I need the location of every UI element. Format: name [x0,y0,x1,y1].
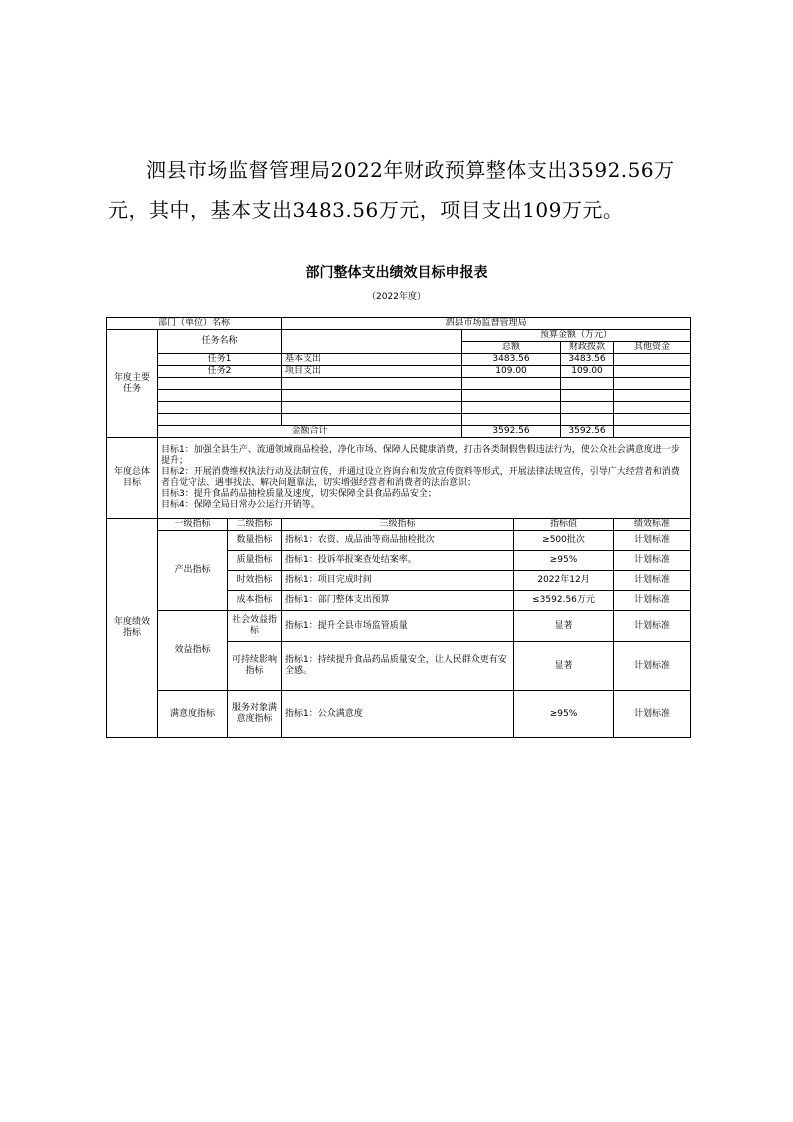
empty-cell [614,414,691,426]
empty-cell [561,414,614,426]
cost-indicator: 成本指标 [228,591,282,611]
sustain-value: 显著 [514,642,614,691]
empty-cell [561,390,614,402]
goals-section-label: 年度总体目标 [107,438,158,519]
empty-cell [158,414,282,426]
timeliness-indicator: 时效指标 [228,571,282,591]
budget-header: 预算金额（万元） [462,330,691,342]
task-row [107,366,691,378]
quality-indicator-standard: 计划标准 [614,551,691,571]
col-total-header: 总额 [462,342,561,354]
task-fiscal: 109.00 [561,366,614,378]
sum-total: 3592.56 [462,426,561,438]
empty-cell [282,378,462,390]
form-title: 部门整体支出绩效目标申报表 [305,265,488,281]
social-benefit-detail: 指标1：提升全县市场监管质量 [282,611,514,642]
empty-cell [282,402,462,414]
form-year: （2022年度） [367,292,426,302]
performance-report-table [106,317,691,738]
sum-row [107,426,691,438]
task-id: 任务2 [158,366,282,378]
quality-indicator-value: ≥95% [514,551,614,571]
task-row-empty [107,402,691,414]
task-row-empty [107,414,691,426]
empty-cell [158,378,282,390]
empty-cell [462,402,561,414]
quantity-indicator-standard: 计划标准 [614,531,691,551]
quality-indicator-detail: 指标1：投诉举报案查处结案率。 [282,551,514,571]
timeliness-indicator-value: 2022年12月 [514,571,614,591]
task-total: 3483.56 [462,354,561,366]
empty-cell [561,402,614,414]
quality-indicator: 质量指标 [228,551,282,571]
perf-header-l1: 一级指标 [158,519,228,531]
service-satisfaction-detail: 指标1：公众满意度 [282,691,514,738]
empty-cell [282,390,462,402]
task-id: 任务1 [158,354,282,366]
empty-cell [462,378,561,390]
timeliness-indicator-detail: 指标1：项目完成时间 [282,571,514,591]
timeliness-indicator-standard: 计划标准 [614,571,691,591]
col-fiscal-header: 财政拨款 [561,342,614,354]
sustain-standard: 计划标准 [614,642,691,691]
sustain-detail: 指标1：持续提升食品药品质量安全，让人民群众更有安全感。 [282,642,514,691]
service-satisfaction-indicator: 服务对象满意度指标 [228,691,282,738]
perf-header-l2: 二级指标 [228,519,282,531]
empty-cell [561,378,614,390]
col-other-header: 其他资金 [614,342,691,354]
goal-item: 目标1：加强全县生产、流通领域商品检验，净化市场、保障人民健康消费，打击各类制假售假违法行为，使公众社会满意度进一步提升； [161,445,680,466]
cost-indicator-standard: 计划标准 [614,591,691,611]
sustain-indicator: 可持续影响指标 [228,642,282,691]
empty-cell [462,414,561,426]
social-benefit-value: 显著 [514,611,614,642]
empty-cell [158,390,282,402]
task-other [614,354,691,366]
sum-label: 金额合计 [158,426,462,438]
task-row [107,354,691,366]
empty-cell [462,390,561,402]
social-benefit-indicator: 社会效益指标 [228,611,282,642]
empty-cell [282,414,462,426]
dept-value: 泗县市场监督管理局 [282,318,691,330]
satisfaction-indicator: 满意度指标 [158,691,228,738]
service-satisfaction-value: ≥95% [514,691,614,738]
dept-label: 部门（单位）名称 [107,318,282,330]
empty-cell [614,402,691,414]
task-fiscal: 3483.56 [561,354,614,366]
goal-item: 目标4：保障全局日常办公运行开销等。 [161,500,320,510]
service-satisfaction-standard: 计划标准 [614,691,691,738]
intro-paragraph: 泗县市场监督管理局2022年财政预算整体支出3592.56万元，其中，基本支出3483.56万元，项目支出109万元。 [108,158,675,222]
sum-other [614,426,691,438]
empty-cell [614,390,691,402]
task-other [614,366,691,378]
empty-cell [158,402,282,414]
perf-header-standard: 绩效标准 [614,519,691,531]
quantity-indicator-detail: 指标1：农资、成品油等商品抽检批次 [282,531,514,551]
task-row-empty [107,378,691,390]
task-total: 109.00 [462,366,561,378]
social-benefit-standard: 计划标准 [614,611,691,642]
goal-item: 目标2：开展消费维权执法行动及法制宣传，并通过设立咨询台和发放宣传资料等形式，开展法律法规宣传，引导广大经营者和消费者自觉守法、遇事找法、解决问题靠法，切实增强经营者和消费者的法治意识； [161,467,680,488]
perf-header-value: 指标值 [514,519,614,531]
empty-cell [614,378,691,390]
goals-cell [158,438,691,519]
perf-section-label: 年度绩效指标 [107,519,158,738]
task-name: 基本支出 [282,354,462,366]
output-indicator: 产出指标 [158,531,228,611]
task-name-header: 任务名称 [158,330,282,354]
cost-indicator-detail: 指标1：部门整体支出预算 [282,591,514,611]
task-name-blank [282,330,462,354]
sum-fiscal: 3592.56 [561,426,614,438]
quantity-indicator: 数量指标 [228,531,282,551]
quantity-indicator-value: ≥500批次 [514,531,614,551]
tasks-section-label: 年度主要任务 [107,330,158,438]
goal-item: 目标3：提升食品药品抽检质量及速度，切实保障全县食品药品安全； [161,489,437,499]
cost-indicator-value: ≤3592.56万元 [514,591,614,611]
task-name: 项目支出 [282,366,462,378]
perf-header-l3: 三级指标 [282,519,514,531]
benefit-indicator: 效益指标 [158,611,228,691]
task-row-empty [107,390,691,402]
